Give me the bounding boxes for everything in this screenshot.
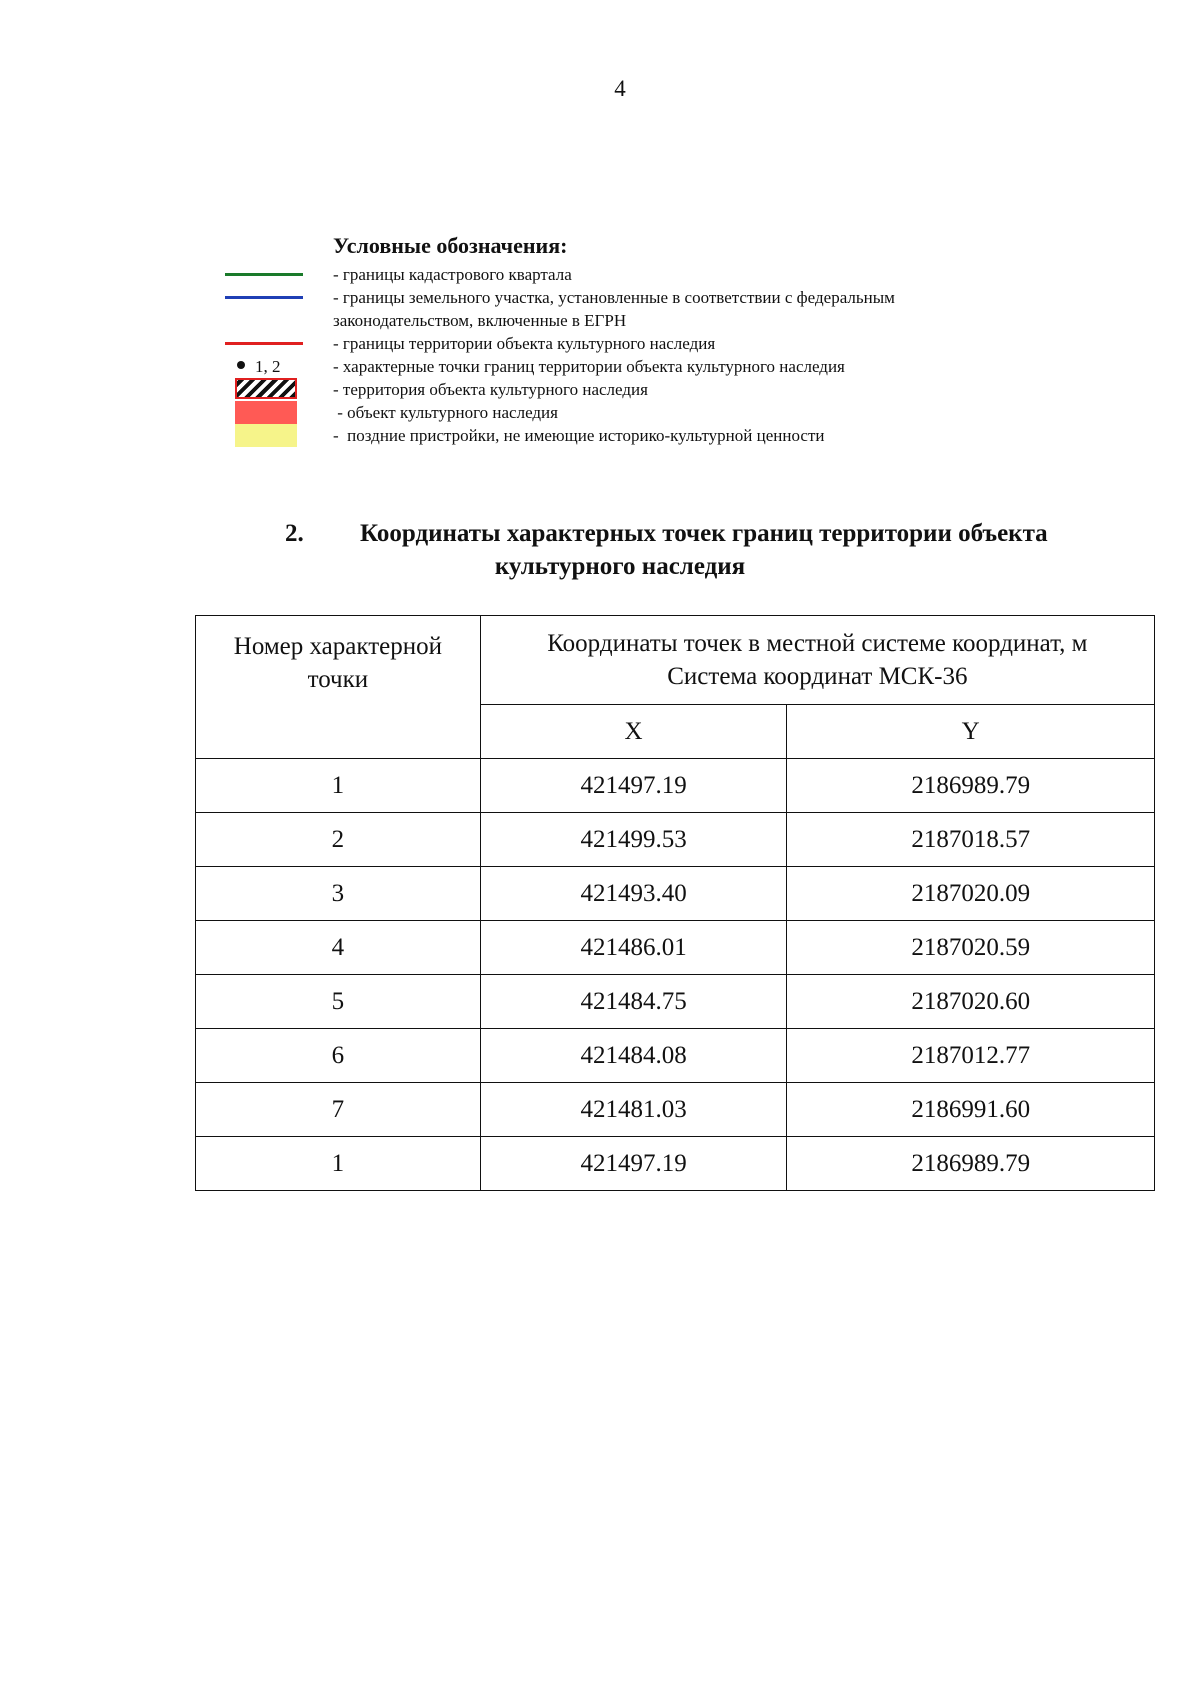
legend-item-land-plot-continued — [225, 309, 1125, 332]
section-title-line1: Координаты характерных точек границ территории объекта — [360, 520, 1048, 547]
legend-item-land-plot — [225, 286, 1125, 309]
cell-x: 421484.75 — [480, 975, 787, 1029]
cell-y: 2186989.79 — [787, 1137, 1155, 1191]
point-sample-label: 1, 2 — [255, 357, 281, 376]
hatched-swatch-icon — [235, 378, 297, 399]
legend-item-label: - территория объекта культурного наследия — [333, 380, 648, 399]
section-number: 2. — [285, 520, 304, 547]
cell-point: 7 — [196, 1083, 481, 1137]
cell-point: 4 — [196, 921, 481, 975]
red-line-icon — [225, 342, 303, 345]
cell-y: 2187020.59 — [787, 921, 1155, 975]
cell-x: 421499.53 — [480, 813, 787, 867]
legend-item-label: - объект культурного наследия — [333, 403, 558, 422]
cell-point: 1 — [196, 759, 481, 813]
cell-y: 2187018.57 — [787, 813, 1155, 867]
legend-item-late-extensions — [225, 424, 1125, 447]
legend-item-cadastral-quarter — [225, 263, 1125, 286]
legend-item-label: - границы территории объекта культурного наследия — [333, 334, 716, 353]
legend-item-heritage-territory — [225, 378, 1125, 401]
point-icon — [237, 361, 245, 369]
cell-x: 421486.01 — [480, 921, 787, 975]
page-number: 4 — [614, 76, 626, 101]
cell-x: 421493.40 — [480, 867, 787, 921]
legend-item-heritage-object — [225, 401, 1125, 424]
table-row — [196, 1137, 1155, 1191]
cell-x: 421497.19 — [480, 759, 787, 813]
cell-x: 421481.03 — [480, 1083, 787, 1137]
cell-x: 421497.19 — [480, 1137, 787, 1191]
legend-item-label: - границы кадастрового квартала — [333, 265, 572, 284]
legend-item-label: - характерные точки границ территории объекта культурного наследия — [333, 357, 845, 376]
header-coordinates — [480, 616, 1154, 705]
table-row — [196, 813, 1155, 867]
cell-y: 2187020.60 — [787, 975, 1155, 1029]
header-x: X — [480, 705, 787, 759]
legend-item-heritage-boundary — [225, 332, 1125, 355]
cell-y: 2187012.77 — [787, 1029, 1155, 1083]
red-swatch-icon — [235, 401, 297, 424]
legend-item-label: - поздние пристройки, не имеющие историко-культурной ценности — [333, 426, 825, 445]
header-coords-line1: Координаты точек в местной системе координат, м — [547, 630, 1088, 657]
legend-title: Условные обозначения: — [333, 233, 568, 258]
cell-point: 1 — [196, 1137, 481, 1191]
cell-y: 2186989.79 — [787, 759, 1155, 813]
section-title-line2: культурного наследия — [494, 553, 746, 580]
header-point-line1: Номер характерной — [233, 633, 442, 660]
table-row — [196, 1029, 1155, 1083]
cell-y: 2187020.09 — [787, 867, 1155, 921]
cell-point: 2 — [196, 813, 481, 867]
green-line-icon — [225, 273, 303, 276]
table-row — [196, 759, 1155, 813]
legend-item-label: законодательством, включенные в ЕГРН — [333, 311, 627, 330]
table-row — [196, 1083, 1155, 1137]
table-row — [196, 975, 1155, 1029]
blue-line-icon — [225, 296, 303, 299]
legend-item-boundary-points — [225, 355, 1125, 378]
table-row — [196, 921, 1155, 975]
cell-x: 421484.08 — [480, 1029, 787, 1083]
header-coords-line2: Система координат МСК-36 — [667, 663, 968, 690]
cell-y: 2186991.60 — [787, 1083, 1155, 1137]
header-point-line2: точки — [307, 666, 369, 693]
header-point-number — [196, 616, 481, 759]
cell-point: 3 — [196, 867, 481, 921]
table-row — [196, 867, 1155, 921]
table-header-row — [196, 616, 1155, 705]
coordinates-table — [195, 615, 1155, 1191]
legend-item-label: - границы земельного участка, установленные в соответствии с федеральным — [333, 288, 895, 307]
cell-point: 6 — [196, 1029, 481, 1083]
yellow-swatch-icon — [235, 424, 297, 447]
cell-point: 5 — [196, 975, 481, 1029]
header-y: Y — [787, 705, 1155, 759]
